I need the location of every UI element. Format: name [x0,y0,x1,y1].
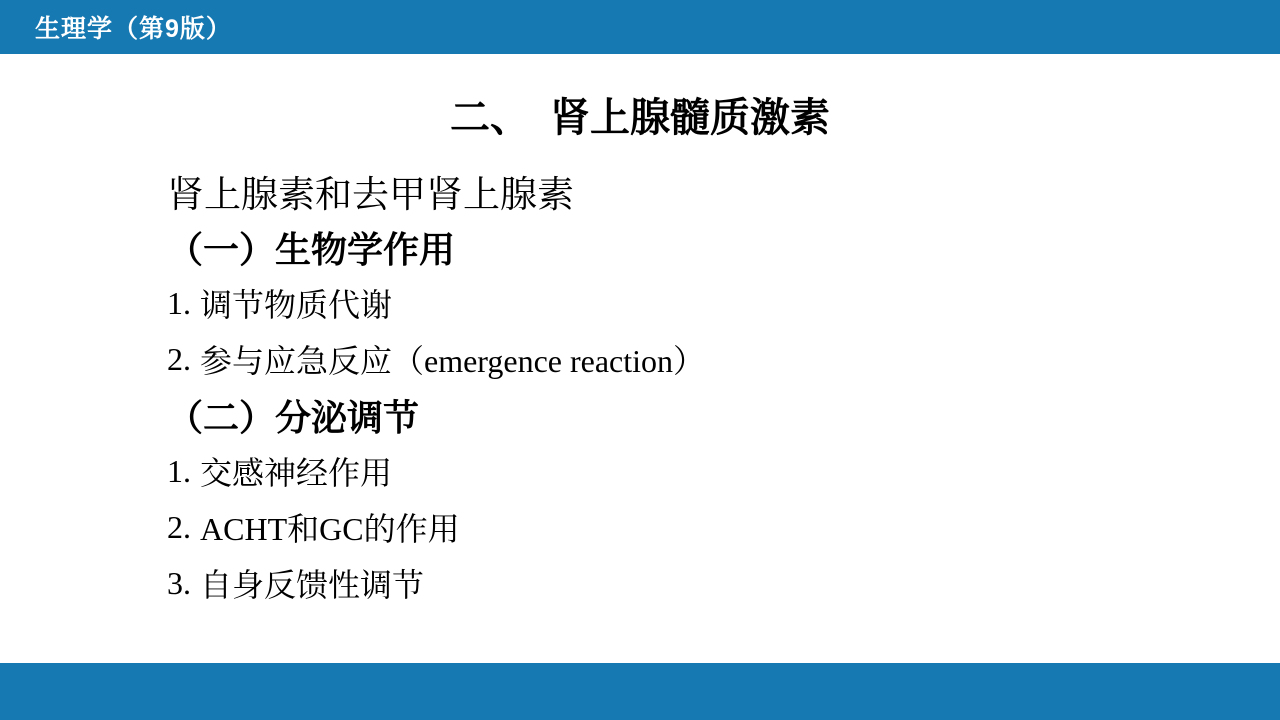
slide-title: 二、 肾上腺髓质激素 [450,96,830,140]
slide-body [167,163,1220,611]
header-bar [0,0,1280,54]
item-text: 参与应急反应（emergence reaction） [200,343,706,379]
list-item [167,331,1220,387]
list-item [167,499,1220,555]
list-item [167,275,1220,331]
item-text: 自身反馈性调节 [200,567,425,603]
item-text: 交感神经作用 [200,455,393,491]
item-number: 3. [167,564,191,601]
item-number: 1. [167,284,191,321]
section-heading-2: （二）分泌调节 [167,396,420,438]
intro-line: 肾上腺素和去甲肾上腺素 [167,174,574,215]
item-number: 2. [167,340,191,377]
item-text: 调节物质代谢 [200,287,393,323]
list-item [167,555,1220,611]
list-item [167,443,1220,499]
footer-bar [0,663,1280,720]
item-text: ACHT和GC的作用 [200,511,460,547]
item-number: 2. [167,508,191,545]
book-title: 生理学（第9版） [35,15,232,43]
item-number: 1. [167,452,191,489]
section-heading-1: （一）生物学作用 [167,228,456,270]
